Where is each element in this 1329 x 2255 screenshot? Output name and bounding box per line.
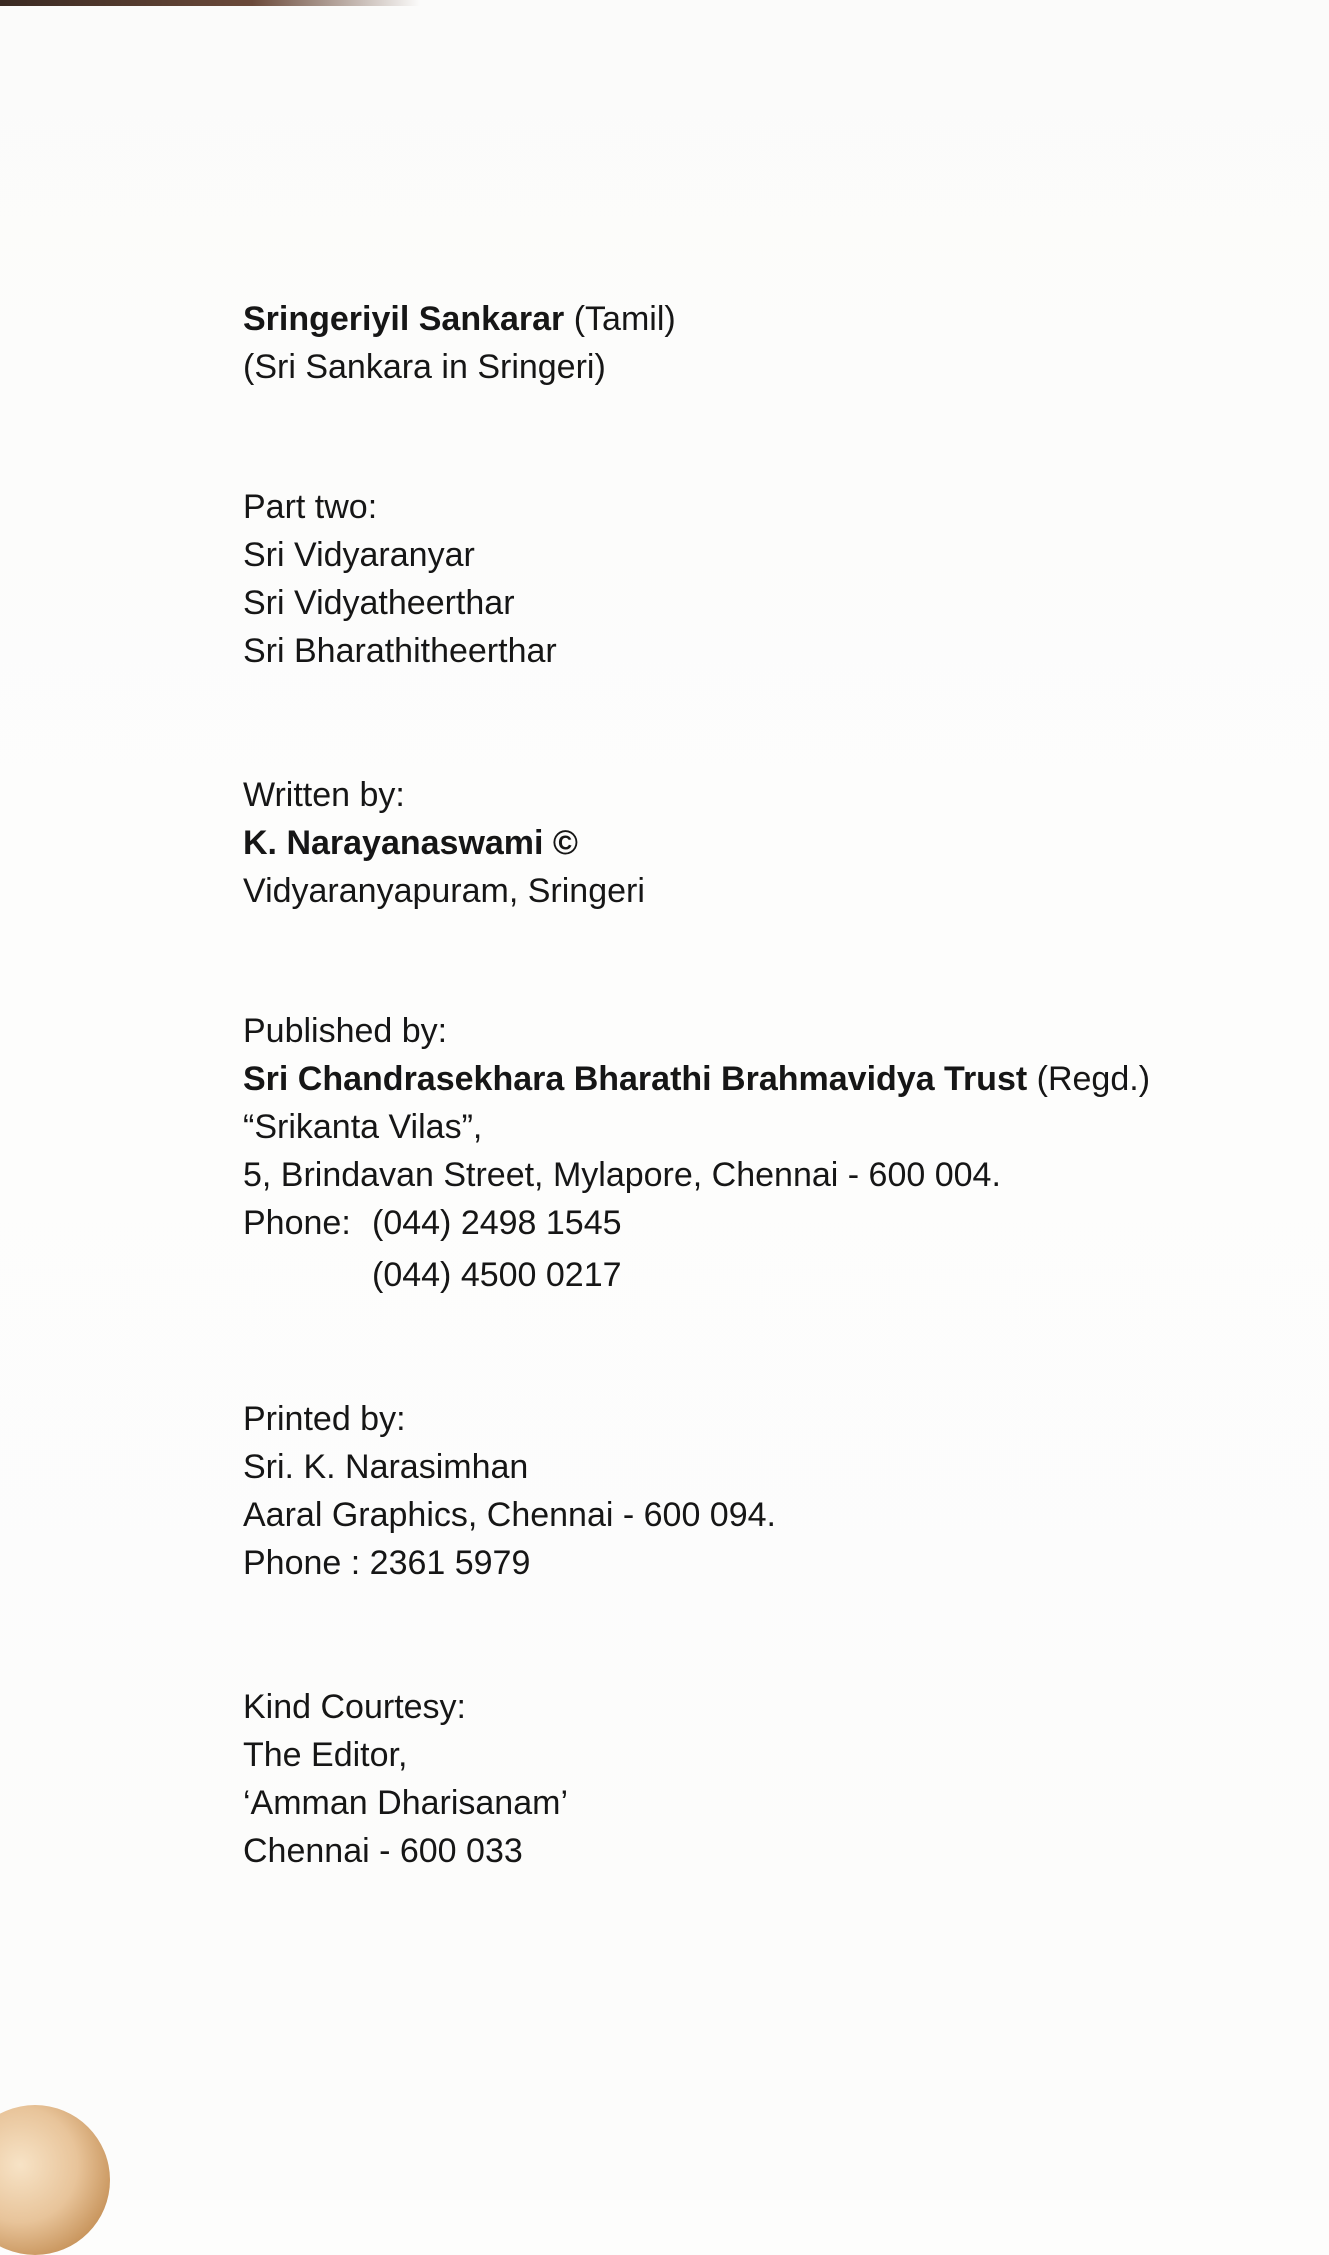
publisher-phone-1: (044) 2498 1545 — [372, 1204, 622, 1242]
publisher-phone-line — [243, 1199, 1283, 1247]
courtesy-line-2: ‘Amman Dharisanam’ — [243, 1784, 568, 1822]
title-line — [243, 295, 1283, 343]
courtesy-block — [243, 1683, 1283, 1875]
publisher-address-line-1: “Srikanta Vilas”, — [243, 1108, 483, 1146]
printer-company: Aaral Graphics, Chennai - 600 094. — [243, 1496, 776, 1534]
printer-phone: Phone : 2361 5979 — [243, 1544, 531, 1582]
printer-heading: Printed by: — [243, 1400, 406, 1438]
part-item: Sri Vidyatheerthar — [243, 584, 515, 622]
printer-block — [243, 1395, 1283, 1587]
publisher-registered: (Regd.) — [1036, 1060, 1151, 1098]
part-heading: Part two: — [243, 488, 378, 526]
publisher-name-line — [243, 1055, 1283, 1103]
author-heading: Written by: — [243, 776, 405, 814]
courtesy-line-1: The Editor, — [243, 1736, 408, 1774]
courtesy-line-3: Chennai - 600 033 — [243, 1832, 523, 1870]
publisher-phone-2: (044) 4500 0217 — [372, 1256, 622, 1294]
publisher-phone-label: Phone: — [243, 1204, 351, 1242]
publisher-address-line-2: 5, Brindavan Street, Mylapore, Chennai - 600 004. — [243, 1156, 1001, 1194]
part-item: Sri Bharathitheerthar — [243, 632, 557, 670]
author-block — [243, 771, 1283, 915]
page-top-edge — [0, 0, 420, 6]
corner-ornament-image — [0, 2105, 110, 2255]
publisher-name: Sri Chandrasekhara Bharathi Brahmavidya Trust — [243, 1060, 1028, 1098]
publisher-phone-line-2 — [243, 1247, 1283, 1303]
author-name: K. Narayanaswami © — [243, 824, 578, 862]
part-item: Sri Vidyaranyar — [243, 536, 475, 574]
book-title: Sringeriyil Sankarar — [243, 300, 565, 338]
title-block — [243, 295, 1283, 391]
part-block — [243, 483, 1283, 675]
courtesy-heading: Kind Courtesy: — [243, 1688, 466, 1726]
printer-name: Sri. K. Narasimhan — [243, 1448, 529, 1486]
book-language: (Tamil) — [573, 300, 676, 338]
imprint-content — [243, 295, 1283, 1875]
publisher-heading: Published by: — [243, 1012, 448, 1050]
publisher-block — [243, 1007, 1283, 1303]
book-subtitle: (Sri Sankara in Sringeri) — [243, 348, 606, 386]
author-place: Vidyaranyapuram, Sringeri — [243, 872, 645, 910]
